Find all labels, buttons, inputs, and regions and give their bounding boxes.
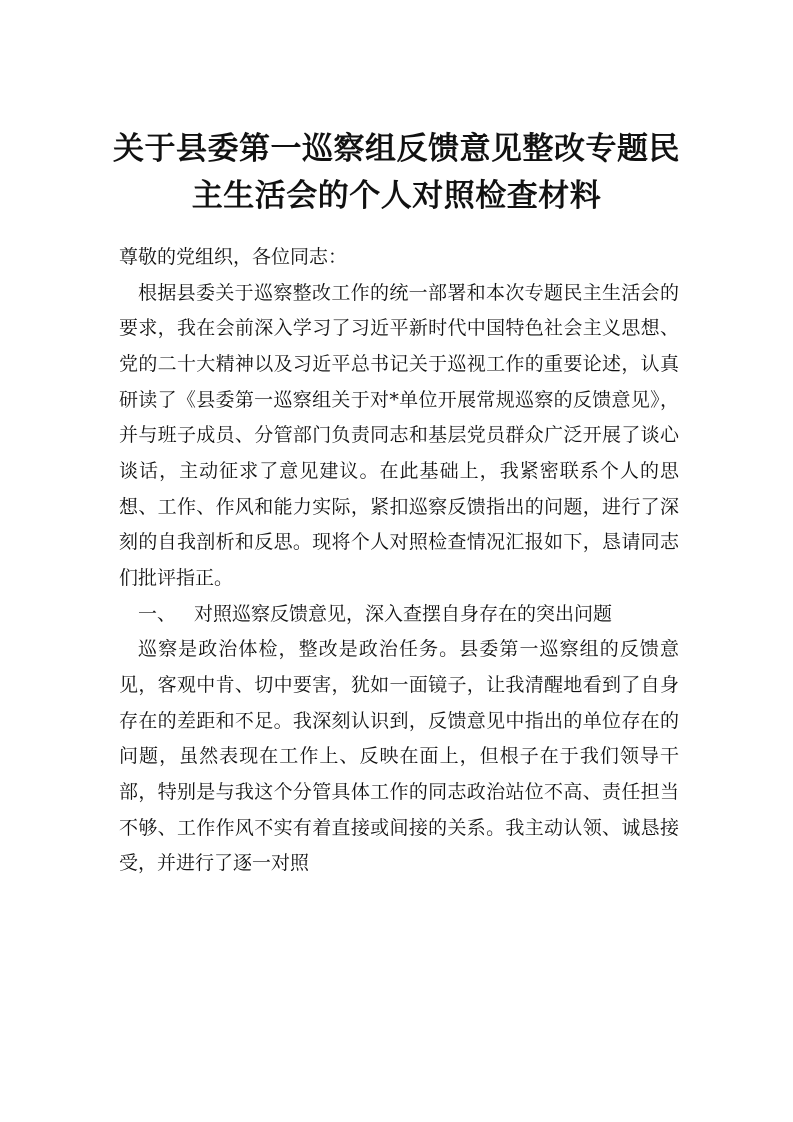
body-paragraph: 巡察是政治体检，整改是政治任务。县委第一巡察组的反馈意见，客观中肯、切中要害，犹如一面镜子，让我清醒地看到了自身存在的差距和不足。我深刻认识到，反馈意见中指出的单位存在的问题，虽然表现在工作上、反映在面上，但根子在于我们领导干部，特别是与我这个分管具体工作的同志政治站位不高、责任担当不够、工作作风不实有着直接或间接的关系。我主动认领、诚恳接受，并进行了逐一对照 — [119, 638, 679, 875]
intro-paragraph: 根据县委关于巡察整改工作的统一部署和本次专题民主生活会的要求，我在会前深入学习了习近平新时代中国特色社会主义思想、党的二十大精神以及习近平总书记关于巡视工作的重要论述，认真研读了《县委第一巡察组关于对*单位开展常规巡察的反馈意见》，并与班子成员、分管部门负责同志和基层党员群众广泛开展了谈心谈话，主动征求了意见建议。在此基础上，我紧密联系个人的思想、工作、作风和能力实际，紧扣巡察反馈指出的问题，进行了深刻的自我剖析和反思。现将个人对照检查情况汇报如下，恳请同志们批评指正。 — [119, 281, 679, 589]
document-title-line-1: 关于县委第一巡察组反馈意见整改专题民 — [113, 131, 680, 167]
section-heading-1 — [119, 597, 679, 633]
salutation: 尊敬的党组织，各位同志： — [119, 246, 348, 268]
document-title-line-2: 主生活会的个人对照检查材料 — [191, 178, 602, 214]
section-number: 一、 — [138, 602, 177, 625]
section-title: 对照巡察反馈意见，深入查摆自身存在的突出问题 — [194, 602, 613, 625]
document-body — [119, 240, 679, 882]
